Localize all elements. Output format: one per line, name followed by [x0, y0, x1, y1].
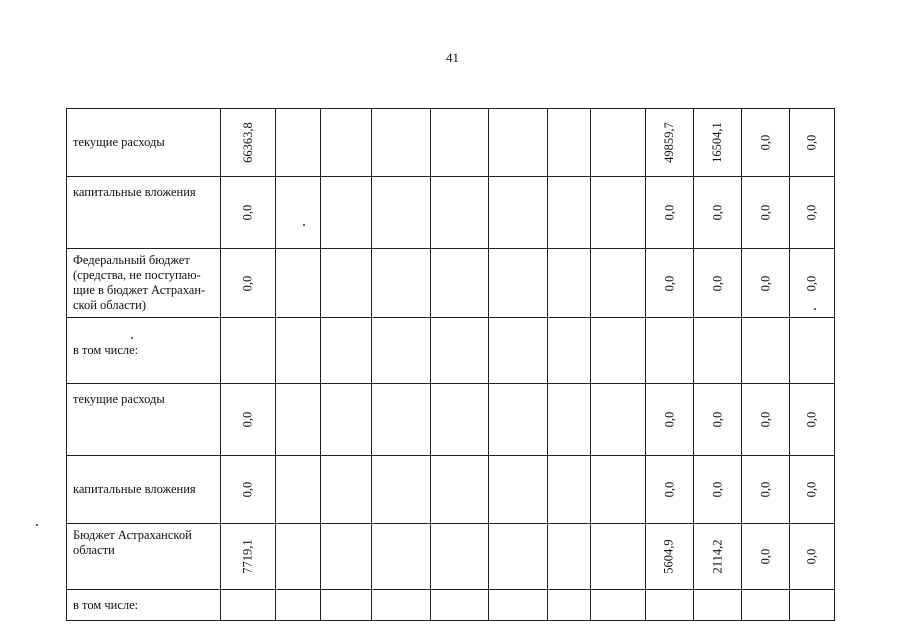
cell-year: 0,0: [790, 384, 835, 456]
cell-year: 0,0: [646, 456, 694, 524]
row-label: текущие расходы: [67, 384, 221, 456]
cell-year: 0,0: [742, 384, 790, 456]
cell-total: 0,0: [221, 456, 276, 524]
scan-speck: [303, 224, 305, 226]
cell-year: 16504,1: [694, 109, 742, 177]
table-row: [67, 456, 835, 524]
cell-year: 0,0: [694, 456, 742, 524]
cell-total: 0,0: [221, 177, 276, 249]
cell-year: 0,0: [646, 384, 694, 456]
cell-year: 0,0: [790, 177, 835, 249]
row-label: Бюджет Астраханской области: [67, 524, 221, 590]
cell-year: 0,0: [790, 524, 835, 590]
row-label: капитальные вложения: [67, 177, 221, 249]
cell-total: 7719,1: [221, 524, 276, 590]
cell-total: 0,0: [221, 384, 276, 456]
table-row: [67, 177, 835, 249]
cell-year: 0,0: [742, 524, 790, 590]
cell-year: 0,0: [742, 249, 790, 318]
cell-year: 0,0: [646, 249, 694, 318]
table-row: [67, 318, 835, 384]
budget-table: [66, 108, 835, 621]
cell-year: 0,0: [742, 109, 790, 177]
table-row: [67, 524, 835, 590]
cell-total: 66363,8: [221, 109, 276, 177]
cell-total: 0,0: [221, 249, 276, 318]
scan-speck: [131, 337, 133, 339]
table-row: [67, 384, 835, 456]
cell-year: 49859,7: [646, 109, 694, 177]
scan-speck: [814, 308, 816, 310]
row-label: в том числе:: [67, 318, 221, 384]
cell-year: 0,0: [790, 456, 835, 524]
row-label: капитальные вложения: [67, 456, 221, 524]
cell-year: 5604,9: [646, 524, 694, 590]
cell-year: 0,0: [790, 109, 835, 177]
row-label: текущие расходы: [67, 109, 221, 177]
row-label: в том числе:: [67, 590, 221, 621]
cell-year: 0,0: [694, 384, 742, 456]
scan-speck: [36, 524, 38, 526]
cell-year: 0,0: [646, 177, 694, 249]
table-row: [67, 249, 835, 318]
cell-year: 0,0: [694, 177, 742, 249]
cell-year: 0,0: [742, 456, 790, 524]
cell-year: 0,0: [790, 249, 835, 318]
table-row: [67, 109, 835, 177]
cell-year: 0,0: [742, 177, 790, 249]
page-number: 41: [446, 50, 459, 65]
cell-year: 2114,2: [694, 524, 742, 590]
row-label: Федеральный бюджет (средства, не поступаю- щие в бюджет Астрахан- ской области): [67, 249, 221, 318]
table-row: [67, 590, 835, 621]
cell-year: 0,0: [694, 249, 742, 318]
